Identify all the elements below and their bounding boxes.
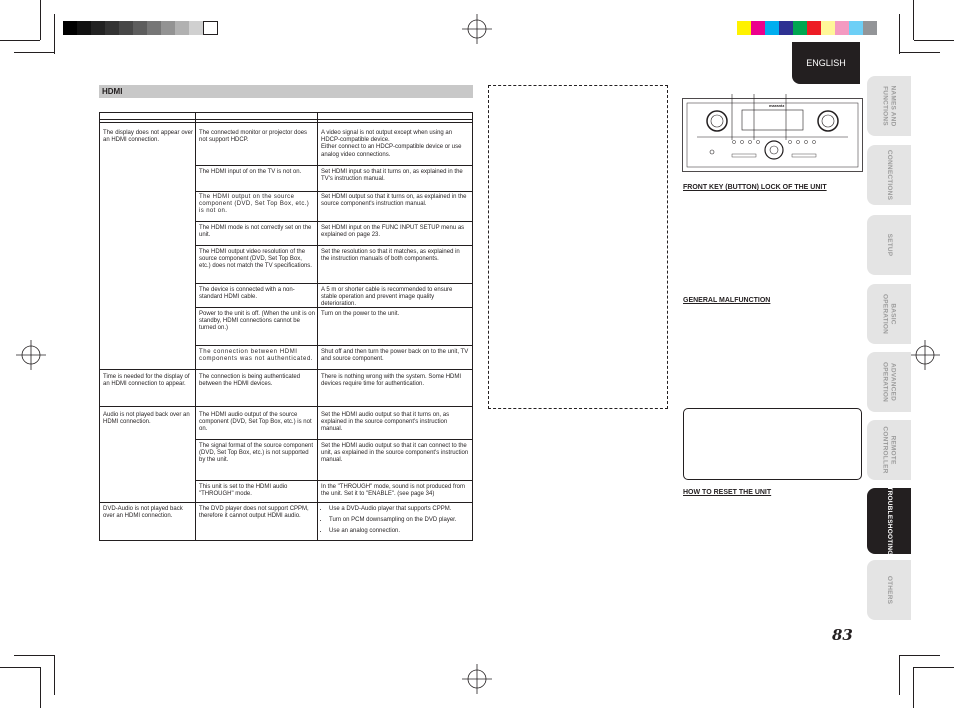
list-item: • Turn on PCM downsampling on the DVD player. <box>329 517 469 524</box>
note-box <box>488 85 668 409</box>
cause-cell: The HDMI input of on the TV is not on. <box>199 169 302 175</box>
registration-mark-icon <box>16 340 46 370</box>
brand-logo: marantz <box>769 103 785 108</box>
remedy-cell: A 5 m or shorter cable is recommended to ensure stable operation and prevent image quality deterioration. <box>321 287 453 308</box>
symptom-cell: Audio is not played back over an HDMI connection. <box>103 412 190 426</box>
section-title: HDMI <box>99 85 473 98</box>
cause-cell: The HDMI output video resolution of the source component (DVD, Set Top Box, etc.) does not match the TV specifications. <box>199 249 312 270</box>
list-item: • Use an analog connection. <box>329 528 469 535</box>
table-header-divider <box>100 119 472 120</box>
remedy-cell: Set the HDMI audio output so that it can connect to the unit, as explained in the source component's instruction manual. <box>321 443 469 464</box>
row-divider <box>195 221 472 222</box>
crop-mark <box>54 14 55 54</box>
cause-cell: The device is connected with a non-standard HDMI cable. <box>199 287 295 301</box>
crop-mark <box>899 14 900 54</box>
row-divider <box>195 191 472 192</box>
remedy-cell: There is nothing wrong with the system. Some HDMI devices require time for authentication. <box>321 374 462 388</box>
remedy-cell: A video signal is not output except when using an HDCP-compatible device. Either connect to an HDCP-compatible device or use analog video connections. <box>321 130 462 158</box>
row-divider <box>100 502 472 503</box>
column-divider <box>317 113 318 540</box>
cause-cell: The HDMI audio output of the source component (DVD, Set Top Box, etc.) is not on. <box>199 412 312 433</box>
crop-mark <box>913 0 914 40</box>
cause-cell: The connection is being authenticated between the HDMI devices. <box>199 374 301 388</box>
general-malfunction-heading: GENERAL MALFUNCTION <box>683 297 771 304</box>
crop-mark <box>54 655 55 695</box>
symptom-cell: DVD-Audio is not played back over an HDMI connection. <box>103 506 183 520</box>
row-divider <box>195 439 472 440</box>
side-tab-basic-operation[interactable]: BASIC OPERATION <box>867 284 911 344</box>
symptom-cell: The display does not appear over an HDMI connection. <box>103 130 193 144</box>
remedy-cell: Shut off and then turn the power back on to the unit, TV and source component. <box>321 349 469 363</box>
cause-cell: This unit is set to the HDMI audio "THROUGH" mode. <box>199 484 288 498</box>
row-divider <box>100 369 472 370</box>
cause-cell: The connection between HDMI components was not authenticated. <box>199 349 314 363</box>
cause-cell: The HDMI mode is not correctly set on the unit. <box>199 225 312 239</box>
crop-mark <box>14 52 54 53</box>
receiver-front-panel-illustration <box>682 94 863 172</box>
remedy-list <box>321 506 469 540</box>
side-tab-advanced-operation[interactable]: ADVANCED OPERATION <box>867 352 911 412</box>
remedy-cell: Set HDMI output so that it turns on, as explained in the source component's instruction manual. <box>321 194 467 208</box>
troubleshooting-table <box>99 112 473 541</box>
language-label: ENGLISH <box>806 58 846 68</box>
crop-mark <box>40 0 41 40</box>
crop-mark <box>914 40 954 41</box>
list-item: • Use a DVD-Audio player that supports CPPM. <box>329 506 469 513</box>
registration-mark-icon <box>462 664 492 694</box>
reset-info-box <box>683 408 862 480</box>
cause-cell: The DVD player does not support CPPM, therefore it cannot output HDMI audio. <box>199 506 309 520</box>
remedy-cell: Set HDMI input on the FUNC INPUT SETUP menu as explained on page 23. <box>321 225 465 239</box>
remedy-cell: Set the resolution so that it matches, as explained in the instruction manuals of both components. <box>321 249 460 263</box>
remedy-cell: In the "THROUGH" mode, sound is not produced from the unit. Set it to "ENABLE". (see page 34) <box>321 484 465 498</box>
side-tab-names-and-functions[interactable]: NAMES AND FUNCTIONS <box>867 76 911 136</box>
crop-mark <box>40 667 41 708</box>
crop-mark <box>900 655 940 656</box>
crop-mark <box>14 655 54 656</box>
cause-cell: Power to the unit is off. (When the unit is on standby, HDMI connections cannot be turned on.) <box>199 311 315 332</box>
reset-unit-heading: HOW TO RESET THE UNIT <box>683 489 772 496</box>
cause-cell: The HDMI output on the source component (DVD, Set Top Box, etc.) is not on. <box>199 194 310 215</box>
symptom-cell: Time is needed for the display of an HDMI connection to appear. <box>103 374 190 388</box>
registration-mark-icon <box>462 14 492 44</box>
row-divider <box>195 345 472 346</box>
remedy-cell: Set HDMI input so that it turns on, as explained in the TV's instruction manual. <box>321 169 463 183</box>
table-header-divider <box>100 122 472 123</box>
column-divider <box>195 113 196 540</box>
remedy-cell: Set the HDMI audio output so that it turns on, as explained in the source component's instruction manual. <box>321 412 450 433</box>
language-tab <box>792 42 860 84</box>
remedy-cell: Turn on the power to the unit. <box>321 311 400 317</box>
side-tab-others[interactable]: OTHERS <box>867 560 911 620</box>
side-tab-connections[interactable]: CONNECTIONS <box>867 145 911 205</box>
front-key-lock-heading: FRONT KEY (BUTTON) LOCK OF THE UNIT <box>683 184 827 191</box>
cause-cell: The connected monitor or projector does not support HDCP. <box>199 130 308 144</box>
page-number: 83 <box>832 626 853 644</box>
row-divider <box>195 165 472 166</box>
side-tab-remote-controller[interactable]: REMOTE CONTROLLER <box>867 420 911 480</box>
crop-mark <box>914 667 954 668</box>
crop-mark <box>0 40 40 41</box>
side-tab-setup[interactable]: SETUP <box>867 215 911 275</box>
registration-mark-icon <box>910 340 940 370</box>
crop-mark <box>900 52 940 53</box>
row-divider <box>195 480 472 481</box>
crop-mark <box>0 667 40 668</box>
crop-mark <box>913 667 914 708</box>
row-divider <box>195 245 472 246</box>
side-tab-troubleshooting[interactable]: TROUBLESHOOTING <box>867 488 911 554</box>
row-divider <box>195 283 472 284</box>
row-divider <box>100 406 472 407</box>
cause-cell: The signal format of the source component (DVD, Set Top Box, etc.) is not supported by the unit. <box>199 443 314 464</box>
crop-mark <box>899 655 900 695</box>
